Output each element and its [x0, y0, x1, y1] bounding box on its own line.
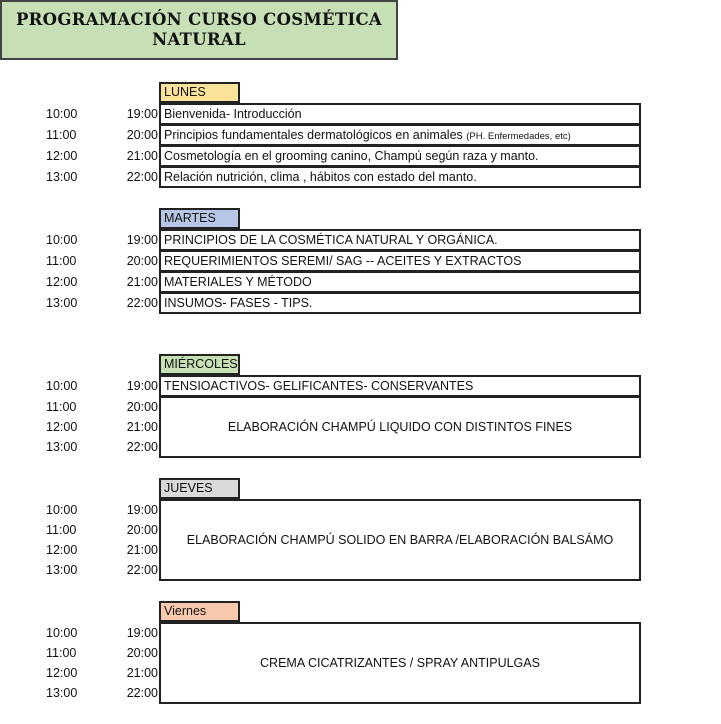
end-time: 22:00 — [126, 440, 158, 454]
session-text: PRINCIPIOS DE LA COSMÉTICA NATURAL Y ORGÁNICA. — [164, 233, 498, 247]
start-time: 13:00 — [46, 170, 78, 184]
start-time: 10:00 — [46, 379, 78, 393]
start-time: 13:00 — [46, 440, 78, 454]
start-time: 12:00 — [46, 275, 78, 289]
start-time: 13:00 — [46, 686, 78, 700]
end-time: 22:00 — [126, 686, 158, 700]
end-time: 22:00 — [126, 563, 158, 577]
merged-session — [159, 499, 641, 581]
start-time: 12:00 — [46, 149, 78, 163]
session-row — [159, 166, 641, 188]
session-text: INSUMOS- FASES - TIPS. — [164, 296, 313, 310]
title-line-2: NATURAL — [152, 30, 246, 49]
session-text: Bienvenida- Introducción — [164, 107, 302, 121]
start-time: 11:00 — [46, 400, 77, 414]
page-title — [0, 0, 398, 60]
session-text: MATERIALES Y MÉTODO — [164, 275, 312, 289]
start-time: 13:00 — [46, 563, 78, 577]
merged-session — [159, 622, 641, 704]
start-time: 12:00 — [46, 420, 78, 434]
end-time: 21:00 — [126, 275, 158, 289]
session-text: REQUERIMIENTOS SEREMI/ SAG -- ACEITES Y EXTRACTOS — [164, 254, 522, 268]
end-time: 20:00 — [126, 646, 158, 660]
merged-session — [159, 396, 641, 458]
start-time: 12:00 — [46, 666, 78, 680]
day-label-martes: MARTES — [159, 208, 240, 229]
start-time: 12:00 — [46, 543, 78, 557]
session-row — [159, 124, 641, 146]
day-label-jueves: JUEVES — [159, 478, 240, 499]
day-label-lunes: LUNES — [159, 82, 240, 103]
session-text: TENSIOACTIVOS- GELIFICANTES- CONSERVANTES — [164, 379, 474, 393]
end-time: 19:00 — [126, 379, 158, 393]
merged-session-text: CREMA CICATRIZANTES / SPRAY ANTIPULGAS — [260, 656, 540, 670]
session-text: Relación nutrición, clima , hábitos con estado del manto. — [164, 170, 477, 184]
start-time: 11:00 — [46, 646, 77, 660]
session-row — [159, 375, 641, 397]
merged-session-text: ELABORACIÓN CHAMPÚ SOLIDO EN BARRA /ELABORACIÓN BALSÁMO — [186, 533, 614, 547]
session-note: (PH. Enfermedades, etc) — [466, 131, 571, 142]
session-row — [159, 145, 641, 167]
start-time: 13:00 — [46, 296, 78, 310]
end-time: 20:00 — [126, 523, 158, 537]
end-time: 19:00 — [126, 626, 158, 640]
session-row — [159, 103, 641, 125]
end-time: 19:00 — [126, 503, 158, 517]
session-row — [159, 292, 641, 314]
end-time: 20:00 — [126, 254, 158, 268]
end-time: 19:00 — [126, 233, 158, 247]
session-row — [159, 229, 641, 251]
end-time: 22:00 — [126, 296, 158, 310]
day-label-viernes: Viernes — [159, 601, 240, 622]
session-text: Principios fundamentales dermatológicos en animales — [164, 128, 467, 142]
session-row — [159, 250, 641, 272]
day-label-miercoles: MIÉRCOLES — [159, 354, 240, 375]
end-time: 21:00 — [126, 666, 158, 680]
start-time: 11:00 — [46, 523, 77, 537]
start-time: 11:00 — [46, 254, 77, 268]
end-time: 22:00 — [126, 170, 158, 184]
start-time: 10:00 — [46, 503, 78, 517]
merged-session-text: ELABORACIÓN CHAMPÚ LIQUIDO CON DISTINTOS FINES — [227, 420, 573, 434]
end-time: 20:00 — [126, 128, 158, 142]
title-line-1: PROGRAMACIÓN CURSO COSMÉTICA — [15, 10, 383, 29]
end-time: 21:00 — [126, 420, 158, 434]
end-time: 21:00 — [126, 543, 158, 557]
end-time: 19:00 — [126, 107, 158, 121]
start-time: 10:00 — [46, 233, 78, 247]
end-time: 20:00 — [126, 400, 158, 414]
start-time: 10:00 — [46, 626, 78, 640]
end-time: 21:00 — [126, 149, 158, 163]
session-row — [159, 271, 641, 293]
start-time: 11:00 — [46, 128, 77, 142]
session-text: Cosmetología en el grooming canino, Champú según raza y manto. — [164, 149, 539, 163]
start-time: 10:00 — [46, 107, 78, 121]
